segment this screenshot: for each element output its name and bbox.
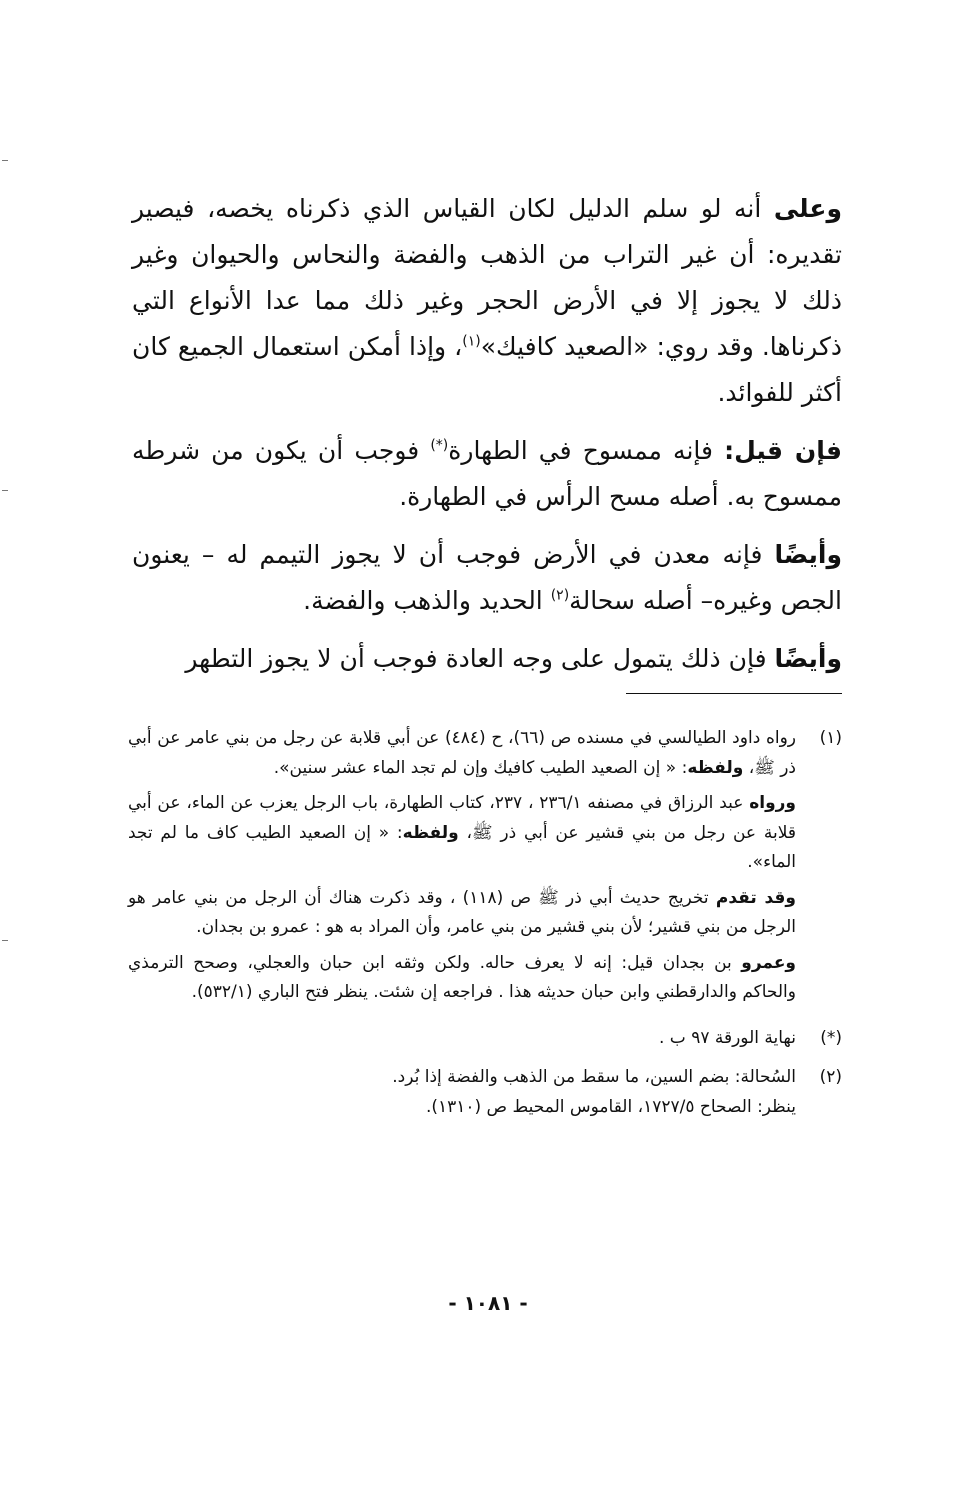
footnote-number: (*) — [820, 1027, 842, 1048]
paragraph — [132, 428, 842, 520]
footnote-text: رواه داود الطيالسي في مسنده ص (٦٦)، ح (٤٨٤) عن أبي قلابة عن رجل من بني عامر عن أبي ذر ﷺ، — [128, 728, 796, 778]
paragraph — [132, 186, 842, 416]
lead-word: وعلى — [773, 194, 842, 223]
scan-edge-mark — [2, 160, 8, 161]
footnote-ref: (٢) — [550, 587, 570, 604]
scan-edge-mark — [2, 940, 8, 941]
footnote-ref: (*) — [430, 437, 449, 454]
paragraph-text: فإنه معدن في الأرض فوجب أن لا يجوز التيمم له – يعنون الجص وغيره– أصله سحالة — [132, 540, 842, 615]
footnote-line: ينظر: الصحاح ١٧٢٧/٥، القاموس المحيط ص (١٣١٠). — [425, 1096, 796, 1117]
paragraph-text: الحديد والذهب والفضة. — [303, 586, 551, 615]
footnote-text: : « إن الصعيد الطيب كاف ما لم تجد الماء». — [128, 822, 796, 872]
footnote-body: نهاية الورقة ٩٧ ب . — [658, 1027, 796, 1048]
paragraph — [132, 532, 842, 624]
footnote-separator — [626, 693, 842, 694]
page-number: - ١٠٨١ - — [448, 1291, 528, 1315]
footnote-1 — [128, 724, 842, 1014]
footnote-bold: ولفظه — [402, 822, 459, 843]
footnote-paragraph — [128, 884, 796, 943]
footnote-body — [128, 724, 796, 1014]
footnote-bold: ولفظه — [687, 757, 744, 778]
footnote-text: عبد الرزاق في مصنفه ٢٣٦/١ ، ٢٣٧، كتاب الطهارة، باب الرجل يعزب عن الماء، عن أبي قلابة عن رجل من بني قشير عن أبي ذر ﷺ، — [128, 793, 796, 843]
footnote-bold: وقد تقدم — [715, 887, 796, 908]
footnote-text: : « إن الصعيد الطيب كافيك وإن لم تجد الماء عشر سنين». — [273, 757, 688, 778]
paragraph-text: فإنه ممسوح في الطهارة — [448, 436, 725, 465]
paragraph-text: أنه لو سلم الدليل لكان القياس الذي ذكرناه يخصه، فيصير تقديره: أن غير التراب من الذهب والفضة والنحاس والحيوان وغير ذلك لا يجوز إلا في الأرض الحجر وغير ذلك مما عدا الأنواع التي ذكرناها. وقد روي: «الصعيد كافيك» — [132, 194, 842, 361]
lead-word: فإن قيل: — [724, 436, 842, 465]
lead-word: وأيضًا — [774, 644, 842, 673]
footnote-number: (٢) — [819, 1067, 842, 1087]
footnote-number: (١) — [819, 728, 842, 748]
footnote-paragraph — [128, 724, 796, 783]
paragraph-text: ، وإذا أمكن استعمال الجميع كان أكثر للفوائد. — [132, 332, 842, 407]
footnote-paragraph — [128, 949, 796, 1008]
footnote-bold: ورواه — [749, 793, 797, 813]
main-text — [132, 186, 842, 694]
paragraph — [132, 636, 842, 682]
footnote-text: بن بجدان قيل: إنه لا يعرف حاله. ولكن وثقه ابن حبان والعجلي، وصحح الترمذي والحاكم والدارقطني وابن حبان حديثه هذا . فراجعه إن شئت. ينظر فتح الباري (٥٣٢/١). — [128, 952, 796, 1002]
footnote-2 — [128, 1063, 842, 1122]
footnote-star — [128, 1024, 842, 1054]
footnote-line: السُحالة: بضم السين، ما سقط من الذهب والفضة إذا بُرد. — [392, 1067, 796, 1087]
paragraph-text: فوجب أن يكون من شرطه ممسوح به. أصله مسح الرأس في الطهارة. — [132, 436, 842, 511]
footnote-ref: (١) — [462, 333, 481, 350]
footnote-text: تخريج حديث أبي ذر ﷺ ص (١١٨) ، وقد ذكرت هناك أن الرجل من بني عامر هو الرجل من بني قشير؛ لأن بني قشير من بني عامر، وأن المراد به هو : عمرو بن بجدان. — [128, 887, 796, 937]
footnotes — [128, 724, 842, 1132]
paragraph-text: فإن ذلك يتمول على وجه العادة فوجب أن لا يجوز التطهر — [185, 644, 775, 673]
scan-edge-mark — [2, 490, 8, 491]
footnote-bold: وعمرو — [741, 952, 796, 973]
footnote-paragraph — [128, 789, 796, 878]
lead-word: وأيضًا — [774, 540, 842, 569]
footnote-body — [128, 1063, 796, 1122]
